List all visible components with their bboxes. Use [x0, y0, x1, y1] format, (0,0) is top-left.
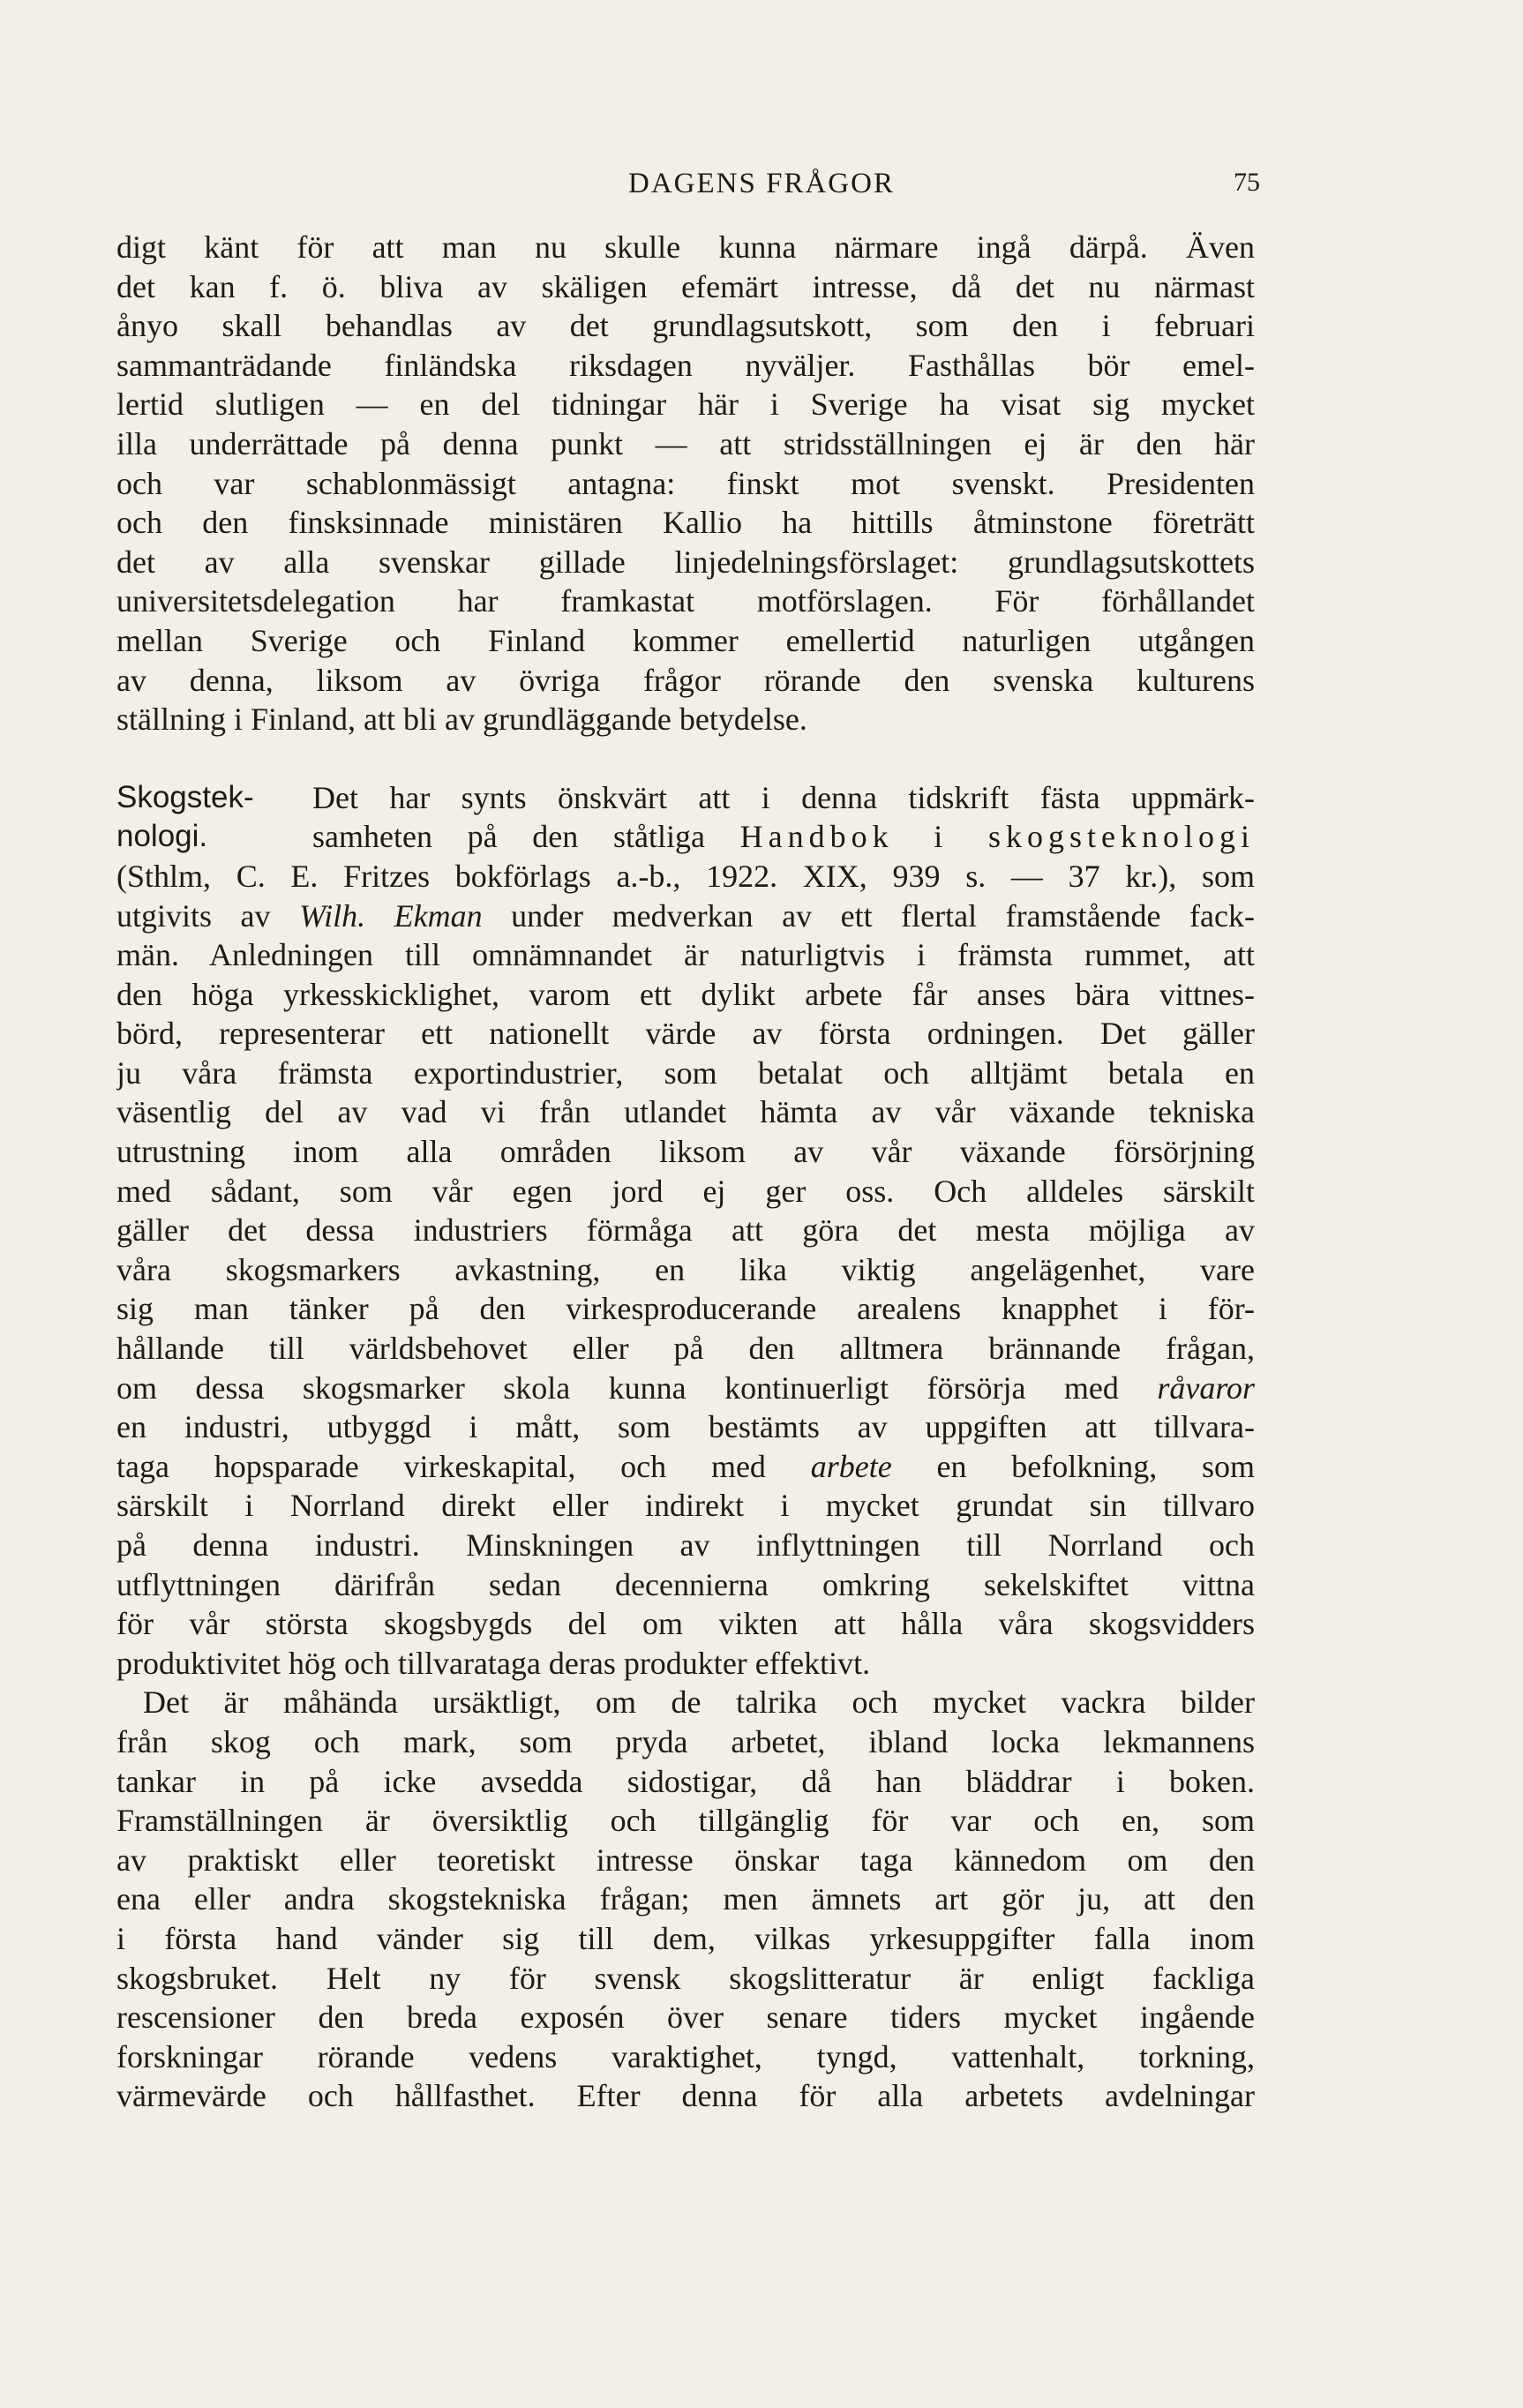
text-line: på denna industri. Minskningen av inflyttningen till Norrland och — [116, 1527, 1255, 1563]
text-line: av denna, liksom av övriga frågor rörande den svenska kulturens — [116, 662, 1255, 698]
text-line: lertid slutligen — en del tidningar här i Sverige ha visat sig mycket — [116, 386, 1255, 423]
page-number: 75 — [1234, 168, 1260, 197]
text-line: särskilt i Norrland direkt eller indirekt i mycket grundat sin tillvaro — [116, 1488, 1255, 1524]
text-line: i första hand vänder sig till dem, vilkas yrkesuppgifter falla inom — [116, 1920, 1255, 1956]
text-line — [116, 1369, 1255, 1408]
text-line: den höga yrkesskicklighet, varom ett dylikt arbete får anses bära vittnes- — [116, 976, 1255, 1012]
text-line: väsentlig del av vad vi från utlandet hämta av vår växande tekniska — [116, 1094, 1255, 1130]
text-line: mellan Sverige och Finland kommer emellertid naturligen utgången — [116, 622, 1255, 658]
text-line: universitetsdelegation har framkastat motförslagen. För förhållandet — [116, 583, 1255, 619]
text-line: ånyo skall behandlas av det grundlagsutskott, som den i februari — [116, 308, 1255, 344]
author-name: Wilh. Ekman — [299, 897, 483, 934]
text-line: det kan f. ö. bliva av skäligen efemärt intresse, då det nu närmast — [116, 268, 1255, 304]
text-line: börd, representerar ett nationellt värde av första ordningen. Det gäller — [116, 1016, 1255, 1052]
text-line: ju våra främsta exportindustrier, som betalat och alltjämt betala en — [116, 1054, 1255, 1091]
text-line: och var schablonmässigt antagna: finskt mot svenskt. Presidenten — [116, 465, 1255, 501]
text-line: tankar in på icke avsedda sidostigar, då han bläddrar i boken. — [116, 1763, 1255, 1799]
text-line: ena eller andra skogstekniska frågan; men ämnets art gör ju, att den — [116, 1881, 1255, 1917]
text-line: med sådant, som vår egen jord ej ger oss. Och alldeles särskilt — [116, 1173, 1255, 1209]
text-fragment: taga hopsparade virkeskapital, och med — [116, 1448, 811, 1484]
running-head-title: DAGENS FRÅGOR — [628, 168, 895, 199]
text-line: rescensioner den breda exposén över senare tiders mycket ingående — [116, 1999, 1255, 2036]
text-line: hållande till världsbehovet eller på den alltmera brännande frågan, — [116, 1331, 1255, 1367]
text-line: digt känt för att man nu skulle kunna närmare ingå därpå. Även — [116, 229, 1255, 265]
section-skogsteknologi — [116, 778, 1255, 1684]
side-heading-line: nologi. — [116, 819, 208, 854]
body-text — [116, 228, 1255, 2116]
book-title: Handbok i skogsteknologi — [739, 819, 1255, 855]
text-line — [116, 896, 1255, 936]
text-line: produktivitet hög och tillvarataga deras produkter effektivt. — [116, 1645, 871, 1681]
text-line: utrustning inom alla områden liksom av vår växande försörjning — [116, 1134, 1255, 1170]
side-heading — [116, 778, 311, 857]
side-heading-line: Skogstek- — [116, 779, 254, 814]
text-line: för vår största skogsbygds del om vikten att hålla våra skogsvidders — [116, 1606, 1255, 1642]
text-fragment: utgivits av — [116, 897, 300, 934]
text-line: en industri, utbyggd i mått, som bestämts av uppgiften att tillvara- — [116, 1409, 1255, 1445]
text-line: sig man tänker på den virkesproducerande arealens knapphet i för- — [116, 1291, 1255, 1327]
text-line: utflyttningen därifrån sedan decennierna omkring sekelskiftet vittna — [116, 1566, 1255, 1602]
running-head — [0, 168, 1523, 203]
text-line — [116, 1447, 1255, 1487]
text-line: värmevärde och hållfasthet. Efter denna för alla arbetets avdelningar — [116, 2078, 1255, 2114]
paragraph-finland — [116, 228, 1255, 739]
text-line: av praktiskt eller teoretiskt intresse önskar taga kännedom om den — [116, 1842, 1255, 1878]
text-line: män. Anledningen till omnämnandet är naturligtvis i främsta rummet, att — [116, 937, 1255, 973]
text-line: skogsbruket. Helt ny för svensk skogslitteratur är enligt fackliga — [116, 1960, 1255, 1996]
text-fragment: en befolkning, som — [891, 1448, 1255, 1484]
text-fragment: under medverkan av ett flertal framstående fack- — [482, 897, 1255, 934]
text-line: Det är måhända ursäktligt, om de talrika och mycket vackra bilder — [143, 1684, 1255, 1721]
paragraph-review — [116, 1683, 1255, 2116]
text-line: ställning i Finland, att bli av grundläggande betydelse. — [116, 701, 807, 738]
text-line: Framställningen är översiktlig och tillgänglig för var och en, som — [116, 1803, 1255, 1839]
text-line: från skog och mark, som pryda arbetet, ibland locka lekmannens — [116, 1723, 1255, 1759]
text-line: illa underrättade på denna punkt — att stridsställningen ej är den här — [116, 425, 1255, 461]
text-fragment: samheten på den ståtliga — [312, 819, 740, 855]
text-line: och den finsksinnade ministären Kallio ha hittills åtminstone företrätt — [116, 505, 1255, 541]
text-line: våra skogsmarkers avkastning, en lika viktig angelägenhet, vare — [116, 1251, 1255, 1287]
text-line: Det har synts önskvärt att i denna tidskrift fästa uppmärk- — [312, 779, 1255, 815]
text-line: forskningar rörande vedens varaktighet, tyngd, vattenhalt, torkning, — [116, 2038, 1255, 2074]
text-fragment: om dessa skogsmarker skola kunna kontinuerligt försörja med — [116, 1369, 1158, 1406]
text-line: sammanträdande finländska riksdagen nyväljer. Fasthållas bör emel- — [116, 347, 1255, 383]
text-line: det av alla svenskar gillade linjedelningsförslaget: grundlagsutskottets — [116, 544, 1255, 580]
section-gap — [116, 739, 1255, 778]
emphasis: arbete — [810, 1448, 892, 1484]
emphasis: råvaror — [1157, 1369, 1255, 1406]
text-line: gäller det dessa industriers förmåga att göra det mesta möjliga av — [116, 1212, 1255, 1249]
text-line: (Sthlm, C. E. Fritzes bokförlags a.-b., 1922. XIX, 939 s. — 37 kr.), som — [116, 858, 1255, 894]
